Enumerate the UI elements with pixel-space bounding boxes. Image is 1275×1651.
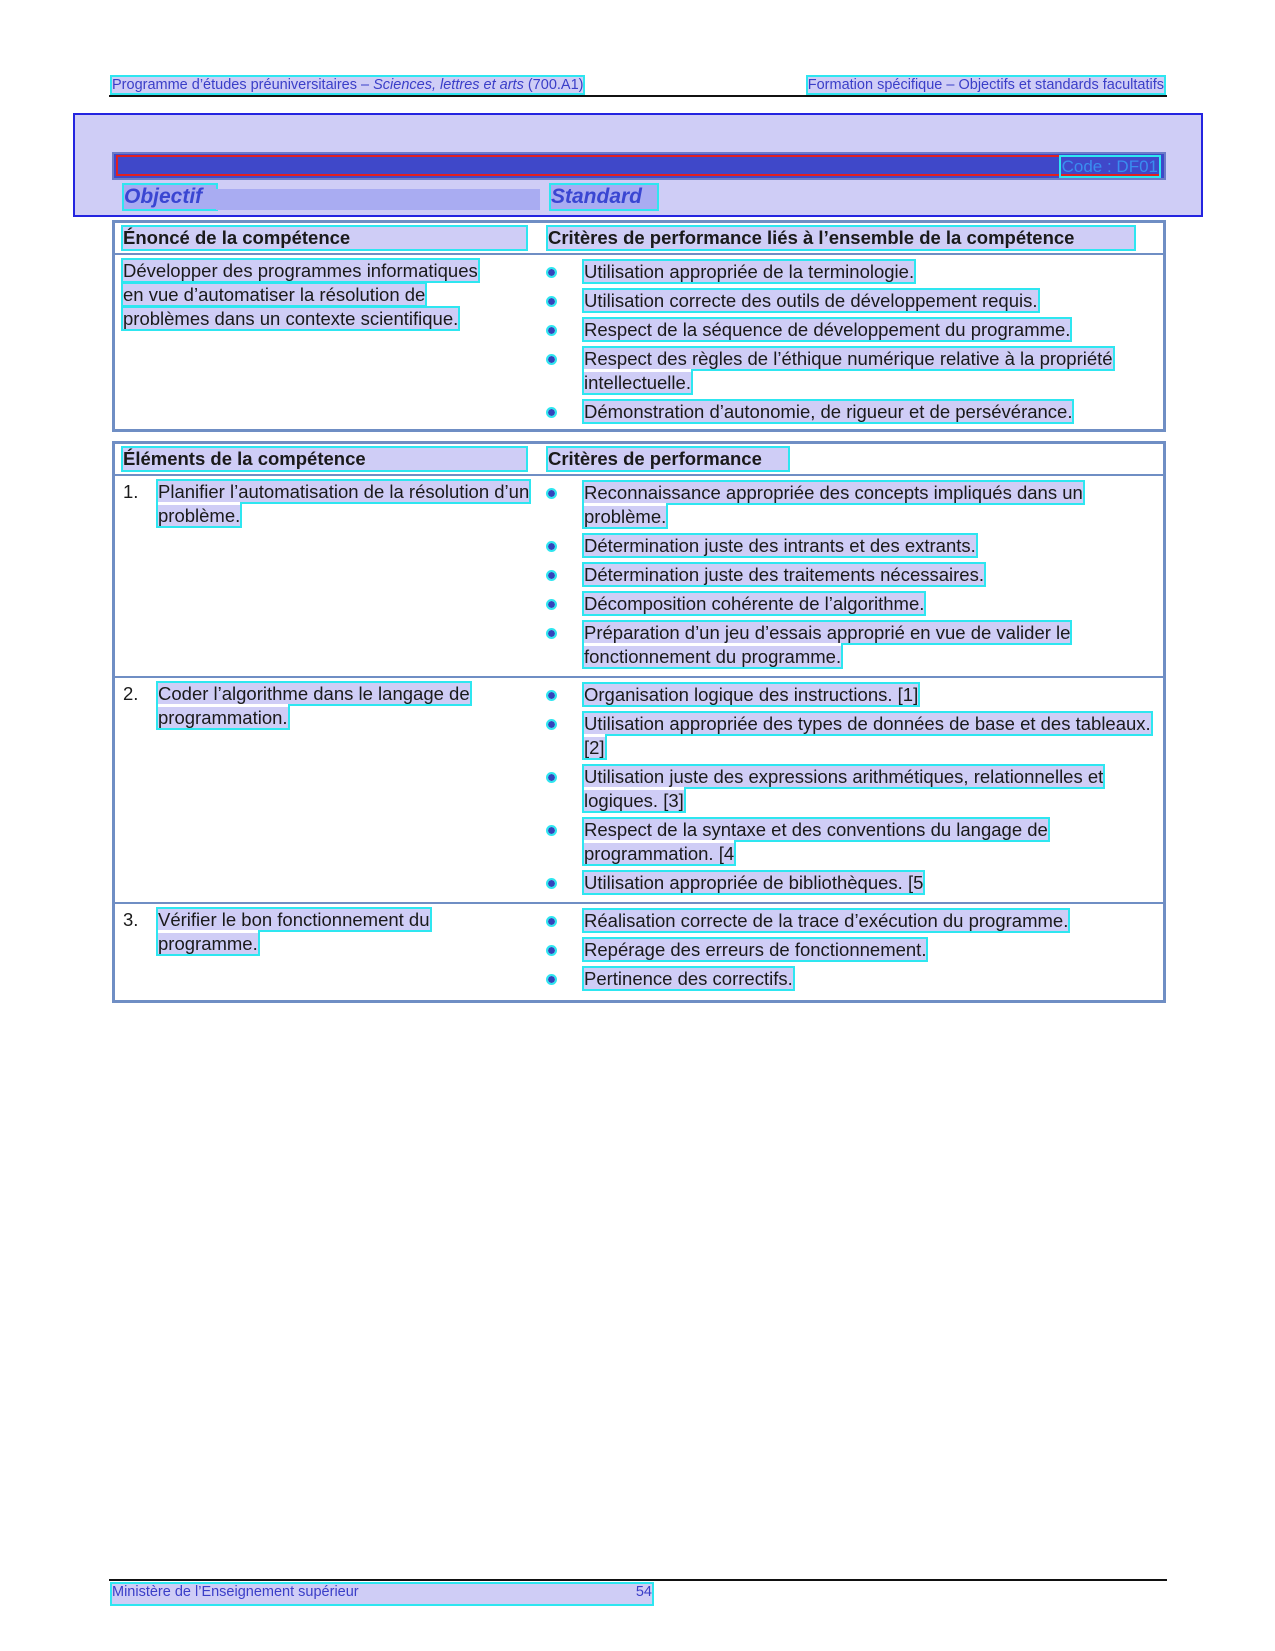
list-item: Décomposition cohérente de l’algorithme.: [548, 592, 1158, 616]
standard-heading: Standard: [551, 185, 657, 209]
element-1-criteres: [548, 481, 1158, 674]
element-number: 3.: [123, 909, 139, 930]
list-item: Utilisation correcte des outils de développement requis.: [548, 289, 1158, 313]
list-item: Détermination juste des intrants et des extrants.: [548, 534, 1158, 558]
bullet-icon: [548, 947, 555, 954]
bullet-icon: [548, 298, 555, 305]
bullet-icon: [548, 774, 555, 781]
bullet-icon: [548, 572, 555, 579]
element-number: 1.: [123, 481, 139, 502]
list-item: Respect de la syntaxe et des conventions du langage de programmation. [4: [548, 818, 1144, 866]
competence-body-row: [115, 253, 1163, 429]
list-item: Pertinence des correctifs.: [548, 967, 1158, 991]
list-item: Détermination juste des traitements nécessaires.: [548, 563, 1158, 587]
element-row-2: [115, 676, 1163, 902]
element-number: 2.: [123, 683, 139, 704]
footer-rule: [109, 1579, 1167, 1581]
bullet-icon: [548, 327, 555, 334]
list-item: Repérage des erreurs de fonctionnement.: [548, 938, 1158, 962]
bullet-icon: [548, 721, 555, 728]
element-row-3: [115, 902, 1163, 1000]
element-text: Planifier l’automatisation de la résolution d’un problème.: [158, 481, 530, 526]
bullet-icon: [548, 490, 555, 497]
list-item: Respect des règles de l’éthique numérique relative à la propriété intellectuelle.: [548, 347, 1114, 395]
criteres-ensemble-header: Critères de performance liés à l’ensemble de la compétence: [548, 227, 1134, 249]
elements-header-row: [115, 444, 1163, 474]
criteres-header: Critères de performance: [548, 448, 788, 470]
bullet-icon: [548, 543, 555, 550]
enonce-line: problèmes dans un contexte scientifique.: [123, 308, 459, 329]
bullet-icon: [548, 918, 555, 925]
bullet-icon: [548, 601, 555, 608]
element-1: [123, 480, 543, 528]
element-row-1: [115, 474, 1163, 676]
program-code: (700.A1): [523, 77, 584, 93]
bullet-icon: [548, 409, 555, 416]
code-label: Code : DF01: [1061, 157, 1158, 176]
enonce-header: Énoncé de la compétence: [123, 227, 526, 249]
code-bar-outline: [116, 155, 1161, 176]
elements-table: [112, 441, 1166, 1003]
element-2: [123, 682, 543, 730]
criteres-ensemble-list: [548, 260, 1158, 429]
enonce-text: [123, 259, 533, 331]
objectif-heading-bar: [216, 189, 540, 210]
element-2-criteres: [548, 683, 1158, 900]
list-item: Reconnaissance appropriée des concepts impliqués dans un problème.: [548, 481, 1164, 529]
list-item: Respect de la séquence de développement du programme.: [548, 318, 1158, 342]
program-name: Programme d’études préuniversitaires –: [112, 77, 374, 93]
list-item: Utilisation appropriée des types de données de base et des tableaux. [2]: [548, 712, 1159, 760]
page-footer: [112, 1584, 652, 1604]
bullet-icon: [548, 692, 555, 699]
element-text: Coder l’algorithme dans le langage de programmation.: [158, 683, 470, 728]
competence-header-row: [115, 223, 1163, 253]
running-header-right: Formation spécifique – Objectifs et standards facultatifs: [807, 77, 1164, 93]
list-item: Organisation logique des instructions. [1]: [548, 683, 1158, 707]
running-header-left: [112, 77, 583, 93]
list-item: Préparation d’un jeu d’essais approprié en vue de valider le fonctionnement du programme.: [548, 621, 1159, 669]
enonce-line: en vue d’automatiser la résolution de: [123, 284, 426, 305]
bullet-icon: [548, 630, 555, 637]
list-item: Utilisation appropriée de la terminologie.: [548, 260, 1158, 284]
element-3: [123, 908, 503, 956]
page-number: 54: [635, 1584, 652, 1600]
bullet-icon: [548, 827, 555, 834]
bullet-icon: [548, 976, 555, 983]
element-text: Vérifier le bon fonctionnement du programme.: [158, 909, 430, 954]
elements-header: Éléments de la compétence: [123, 448, 526, 470]
footer-ministry: Ministère de l’Enseignement supérieur: [112, 1584, 359, 1600]
bullet-icon: [548, 880, 555, 887]
list-item: Démonstration d’autonomie, de rigueur et de persévérance.: [548, 400, 1158, 424]
element-3-criteres: [548, 909, 1158, 996]
list-item: Utilisation appropriée de bibliothèques. [5: [548, 871, 1158, 895]
header-rule: [109, 95, 1167, 97]
objectif-heading: Objectif: [124, 185, 216, 209]
program-profile: Sciences, lettres et arts: [373, 77, 524, 93]
enonce-line: Développer des programmes informatiques: [123, 260, 478, 281]
list-item: Utilisation juste des expressions arithmétiques, relationnelles et logiques. [3]: [548, 765, 1174, 813]
bullet-icon: [548, 356, 555, 363]
bullet-icon: [548, 269, 555, 276]
list-item: Réalisation correcte de la trace d’exécution du programme.: [548, 909, 1158, 933]
competence-table: [112, 220, 1166, 432]
